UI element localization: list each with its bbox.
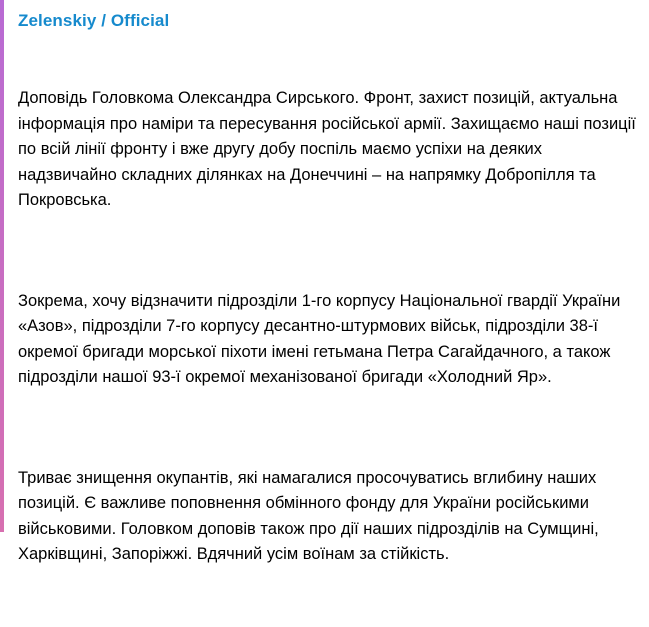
message-text: [18, 35, 641, 619]
message-paragraph: Триває знищення окупантів, які намагалися просочуватись вглибину наших позицій. Є важливе поповнення обмінного фонду для України російськими військовими. Головком доповів також про дії наших підрозділів на Сумщині, Харківщині, Запоріжжі. Вдячний усім воїнам за стійкість.: [18, 468, 604, 563]
message-author[interactable]: Zelenskiy / Official: [18, 11, 170, 30]
message-paragraph: Доповідь Головкома Олександра Сирського. Фронт, захист позицій, актуальна інформація про наміри та пересування російської армії. Захищаємо наші позиції по всій лінії фронту і вже другу добу поспіль маємо успіхи на деяких надзвичайно складних ділянках на Донеччині – на напрямку Добропілля та Покровська.: [18, 89, 641, 209]
message-accent-bar: [0, 0, 4, 532]
message-paragraph: Зокрема, хочу відзначити підрозділи 1-го корпусу Національної гвардії України «Азов», підрозділи 7-го корпусу десантно-штурмових військ, підрозділи 38-ї окремої бригади морської піхоти імені гетьмана Петра Сагайдачного, а також підрозділи нашої 93-ї окремої механізованої бригади «Холодний Яр».: [18, 291, 625, 386]
